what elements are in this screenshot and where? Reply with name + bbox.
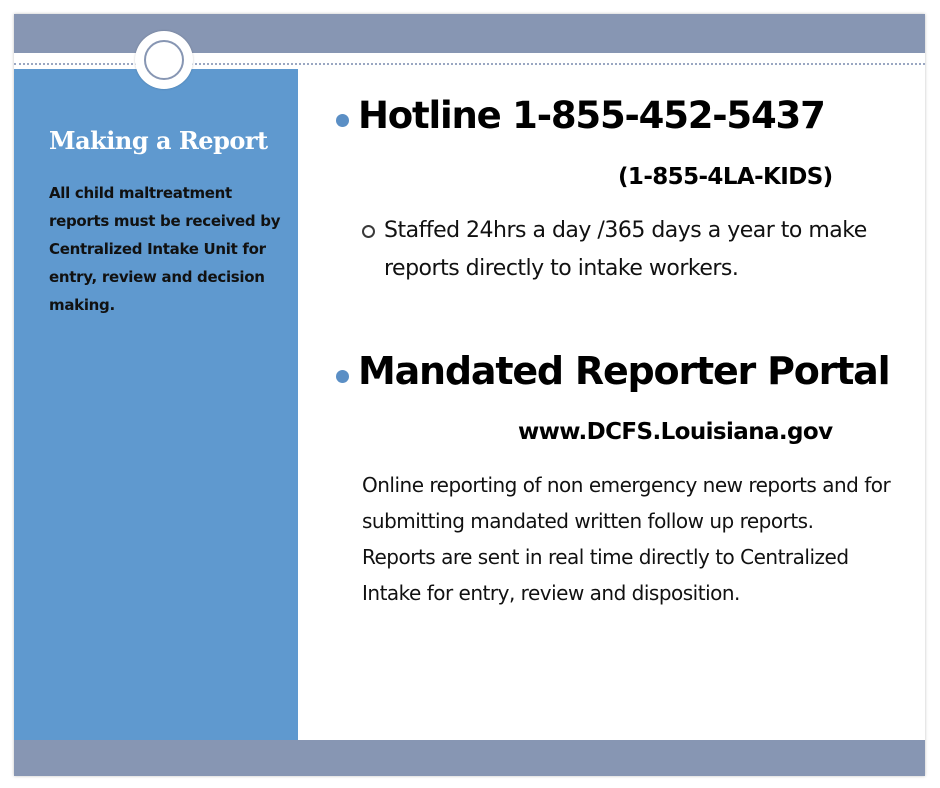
bullet-ring-icon bbox=[362, 225, 375, 238]
ring-ornament-icon bbox=[135, 31, 193, 89]
portal-url-link[interactable]: www.DCFS.Louisiana.gov bbox=[518, 419, 833, 445]
portal-heading: Mandated Reporter Portal bbox=[358, 349, 890, 393]
ring-inner bbox=[144, 40, 184, 80]
sidebar-title: Making a Report bbox=[49, 126, 268, 155]
hotline-heading: Hotline 1-855-452-5437 bbox=[358, 94, 825, 137]
sidebar-panel bbox=[14, 69, 298, 742]
slide bbox=[14, 14, 925, 776]
portal-description: Online reporting of non emergency new reports and for submitting mandated written follow up reports. Reports are sent in real time directly to Centralized Intake for entry, review and disposition. bbox=[362, 473, 891, 605]
hotline-detail: Staffed 24hrs a day /365 days a year to make reports directly to intake workers. bbox=[384, 218, 867, 281]
hotline-alt-number: (1-855-4LA-KIDS) bbox=[618, 164, 833, 190]
bullet-dot-icon bbox=[336, 370, 349, 383]
sidebar-text: All child maltreatment reports must be received by Centralized Intake Unit for entry, review and decision making. bbox=[49, 184, 281, 314]
bullet-dot-icon bbox=[336, 114, 349, 127]
bottom-bar bbox=[14, 740, 925, 776]
